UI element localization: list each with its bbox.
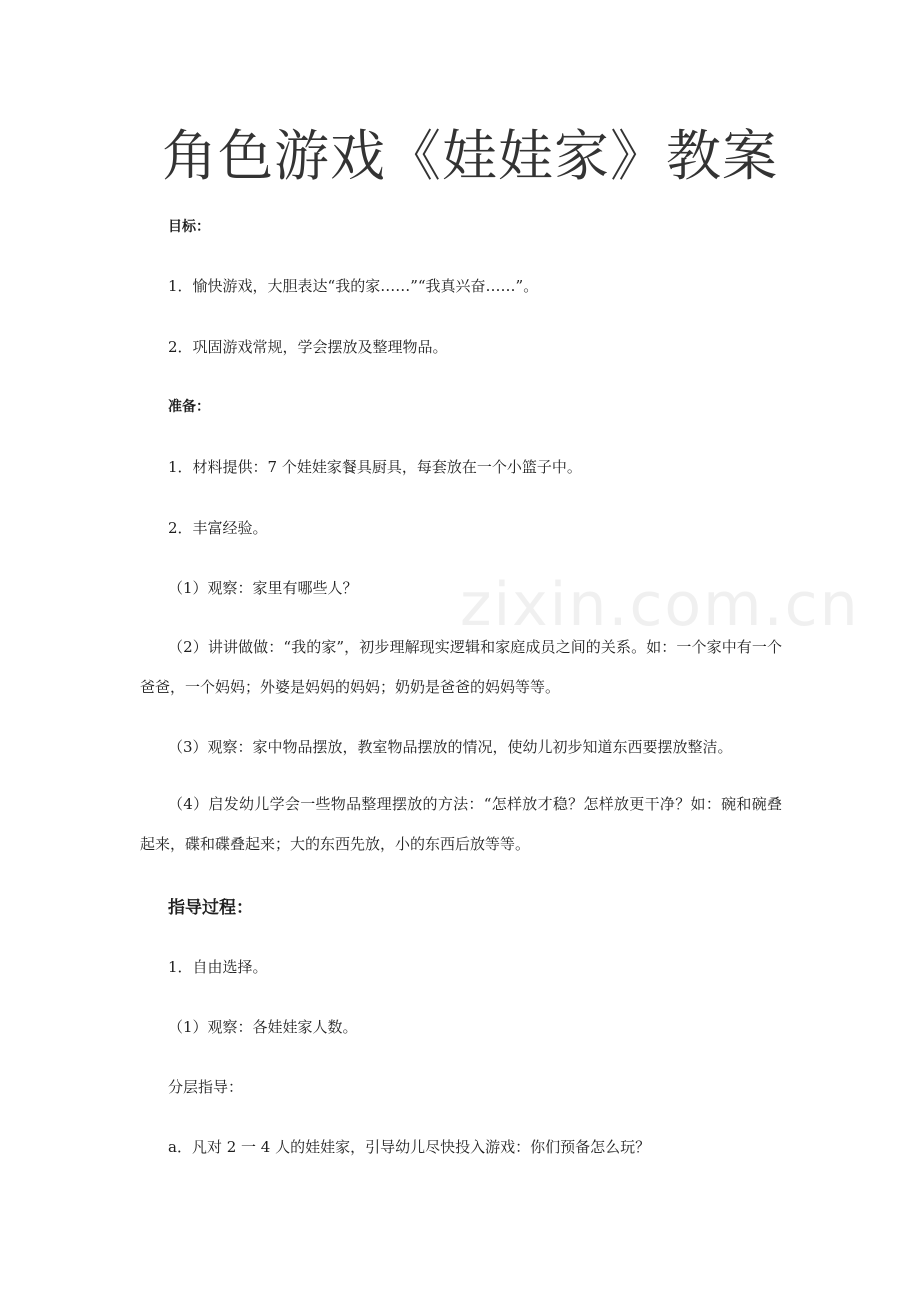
- prep-item-2-2: （2）讲讲做做：“我的家”，初步理解现实逻辑和家庭成员之间的关系。如：一个家中有一个爸爸，一个妈妈；外婆是妈妈的妈妈；奶奶是爸爸的妈妈等等。: [140, 638, 782, 696]
- prep-item-2-3: （3）观察：家中物品摆放，教室物品摆放的情况，使幼儿初步知道东西要摆放整洁。: [168, 738, 733, 756]
- prep-heading: 准备：: [168, 399, 210, 415]
- prep-item-2: 2．丰富经验。: [168, 519, 268, 537]
- prep-item-2-1: （1）观察：家里有哪些人？: [168, 579, 358, 597]
- process-item-a: a．凡对 2 一 4 人的娃娃家，引导幼儿尽快投入游戏：你们预备怎么玩？: [168, 1138, 651, 1156]
- process-item-1: 1．自由选择。: [168, 958, 268, 976]
- process-layer-heading: 分层指导：: [168, 1078, 244, 1096]
- prep-item-1: 1．材料提供：7 个娃娃家餐具厨具，每套放在一个小篮子中。: [168, 458, 582, 476]
- goal-item-2: 2．巩固游戏常规，学会摆放及整理物品。: [168, 338, 448, 356]
- prep-item-2-4: （4）启发幼儿学会一些物品整理摆放的方法：“怎样放才稳？怎样放更干净？如：碗和碗叠起来，碟和碟叠起来；大的东西先放，小的东西后放等等。: [140, 795, 782, 853]
- goal-heading: 目标：: [168, 219, 210, 235]
- process-heading: 指导过程：: [168, 898, 253, 918]
- process-item-1-1: （1）观察：各娃娃家人数。: [168, 1018, 358, 1036]
- goal-item-1: 1．愉快游戏，大胆表达“我的家……”“我真兴奋……”。: [168, 277, 539, 295]
- watermark: zixin.com.cn: [460, 570, 860, 640]
- page-title: 角色游戏《娃娃家》教案: [161, 124, 778, 188]
